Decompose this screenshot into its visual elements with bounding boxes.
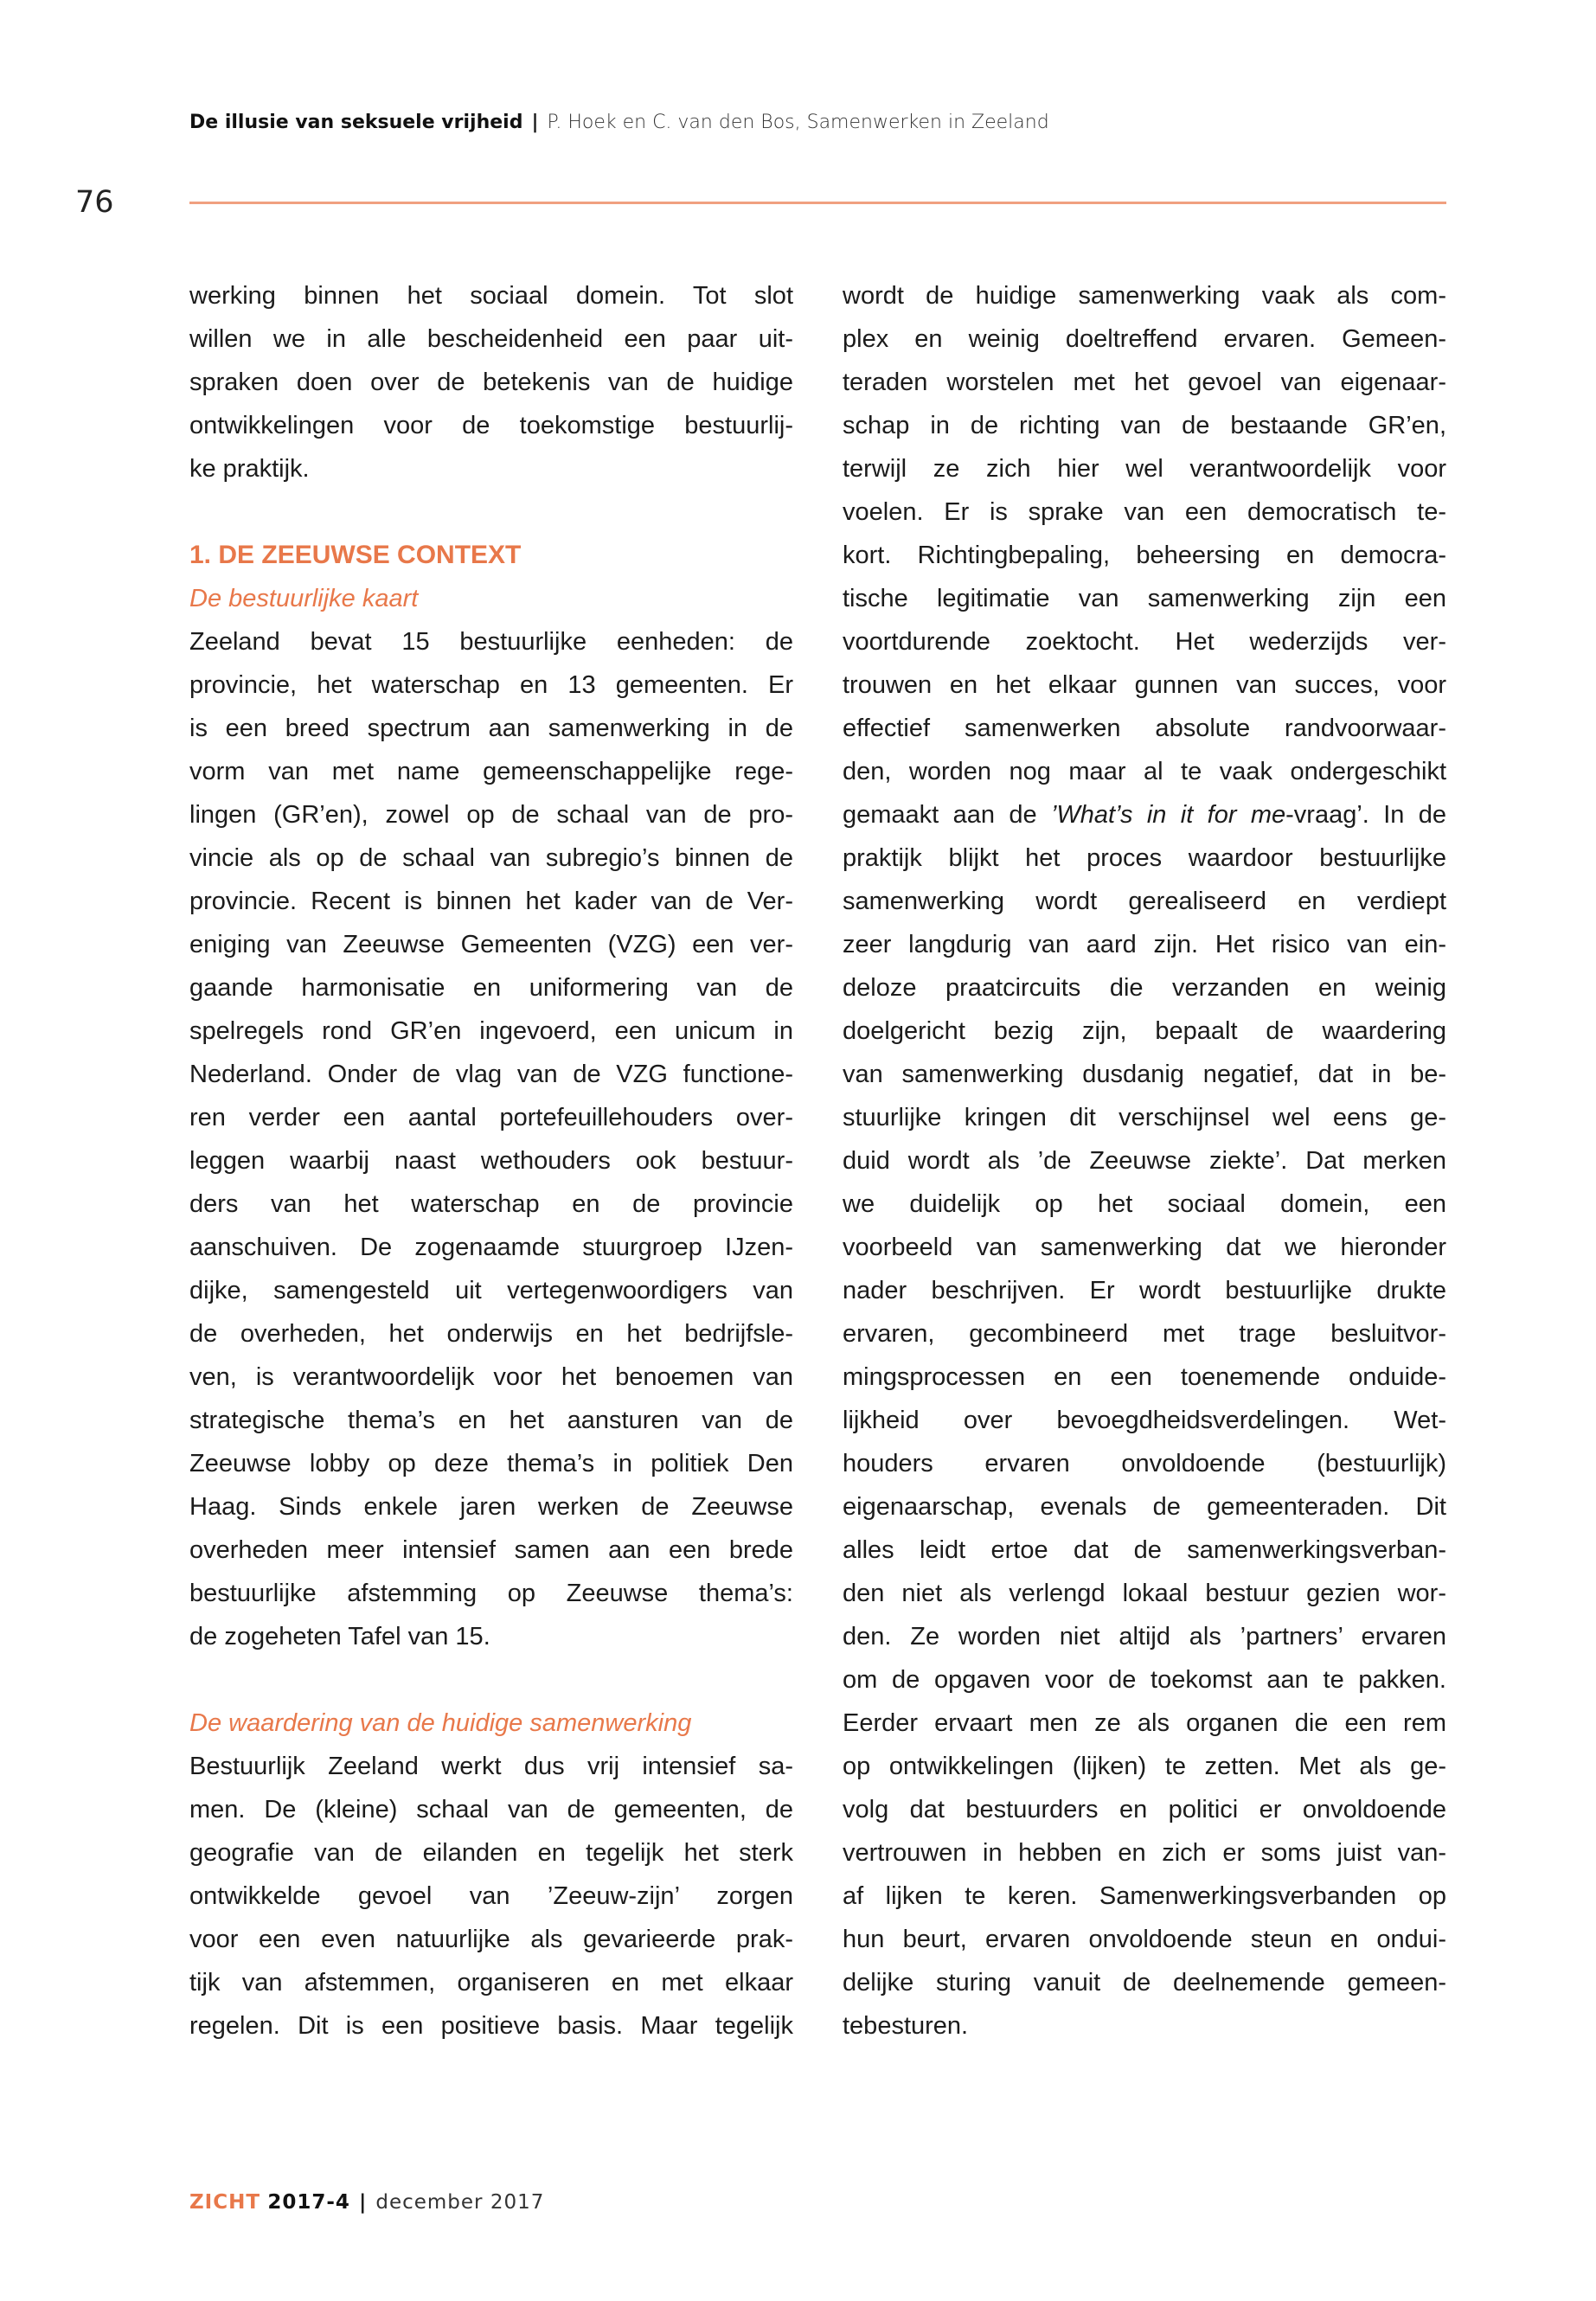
text-line: den. Ze worden niet altijd als ’partners’ ervaren — [843, 1623, 1446, 1650]
text-line: voorbeeld van samenwerking dat we hieronder — [843, 1234, 1446, 1261]
text-line: Zeeland bevat 15 bestuurlijke eenheden: de — [189, 628, 793, 656]
text-line: tebesturen. — [843, 2012, 969, 2040]
text-line: strategische thema’s en het aansturen van de — [189, 1407, 793, 1434]
text-line: Haag. Sinds enkele jaren werken de Zeeuwse — [189, 1493, 793, 1521]
text-line: leggen waarbij naast wethouders ook bestuur- — [189, 1147, 793, 1175]
text-column-left — [189, 274, 793, 2048]
text-line: vertrouwen in hebben en zich er soms juist van- — [843, 1839, 1446, 1867]
text-line: provincie, het waterschap en 13 gemeenten. Er — [189, 671, 793, 699]
text-line: terwijl ze zich hier wel verantwoordelijk voor — [843, 455, 1446, 483]
text-line: doelgericht bezig zijn, bepaalt de waardering — [843, 1017, 1446, 1045]
text-line: den, worden nog maar al te vaak ondergeschikt — [843, 758, 1446, 785]
paragraph-gap — [189, 490, 793, 534]
text-line: op ontwikkelingen (lijken) te zetten. Met als ge- — [843, 1753, 1446, 1780]
text-line: effectief samenwerken absolute randvoorwaar- — [843, 715, 1446, 742]
text-line: de zogeheten Tafel van 15. — [189, 1623, 490, 1650]
text-line: duid wordt als ’de Zeeuwse ziekte’. Dat merken — [843, 1147, 1446, 1175]
text-line: voortdurende zoektocht. Het wederzijds ver- — [843, 628, 1446, 656]
text-line: men. De (kleine) schaal van de gemeenten, de — [189, 1796, 793, 1823]
page-number: 76 — [75, 185, 114, 220]
text-line: ontwikkelingen voor de toekomstige bestuurlij- — [189, 412, 793, 439]
issue-date: december 2017 — [375, 2191, 545, 2214]
text-line: willen we in alle bescheidenheid een paar uit- — [189, 325, 793, 353]
text-line: spelregels rond GR’en ingevoerd, een unicum in — [189, 1017, 793, 1045]
text-line: trouwen en het elkaar gunnen van succes, voor — [843, 671, 1446, 699]
italic-phrase: ’What’s in it for me — [1050, 801, 1286, 829]
text-line: we duidelijk op het sociaal domein, een — [843, 1190, 1446, 1218]
text-line: ontwikkelde gevoel van ’Zeeuw-zijn’ zorgen — [189, 1882, 793, 1910]
text-line: werking binnen het sociaal domein. Tot slot — [189, 282, 793, 310]
journal-issue: 2017-4 — [267, 2191, 350, 2214]
text-column-right — [843, 274, 1446, 2048]
section-heading: 1. DE ZEEUWSE CONTEXT — [189, 541, 522, 569]
text-line: vincie als op de schaal van subregio’s binnen de — [189, 844, 793, 872]
text-line: eniging van Zeeuwse Gemeenten (VZG) een ver- — [189, 931, 793, 958]
text-line: gaande harmonisatie en uniformering van de — [189, 974, 793, 1002]
running-header — [189, 112, 1049, 133]
text-line: kort. Richtingbepaling, beheersing en democra- — [843, 542, 1446, 569]
header-separator: | — [531, 112, 539, 133]
text-line: ders van het waterschap en de provincie — [189, 1190, 793, 1218]
article-series-title: De illusie van seksuele vrijheid — [189, 112, 523, 133]
text-line: Eerder ervaart men ze als organen die een rem — [843, 1709, 1446, 1737]
page-footer — [189, 2191, 544, 2214]
text-line: Zeeuwse lobby op deze thema’s in politiek Den — [189, 1450, 793, 1477]
text-line: aanschuiven. De zogenaamde stuurgroep IJzen- — [189, 1234, 793, 1261]
text-line: ke praktijk. — [189, 455, 310, 483]
text-line: voor een even natuurlijke als gevarieerde prak- — [189, 1926, 793, 1953]
text-line: volg dat bestuurders en politici er onvoldoende — [843, 1796, 1446, 1823]
text-line: regelen. Dit is een positieve basis. Maar tegelijk — [189, 2012, 793, 2040]
text-line: teraden worstelen met het gevoel van eigenaar- — [843, 369, 1446, 396]
text-line: de overheden, het onderwijs en het bedrijfsle- — [189, 1320, 793, 1348]
text-line: houders ervaren onvoldoende (bestuurlijk) — [843, 1450, 1446, 1477]
text-line: lijkheid over bevoegdheidsverdelingen. Wet- — [843, 1407, 1446, 1434]
paragraph-gap — [189, 1658, 793, 1702]
text-line: af lijken te keren. Samenwerkingsverbanden op — [843, 1882, 1446, 1910]
text-line: ervaren, gecombineerd met trage besluitvor- — [843, 1320, 1446, 1348]
text-line: spraken doen over de betekenis van de huidige — [189, 369, 793, 396]
article-authors-title: P. Hoek en C. van den Bos, Samenwerken in Zeeland — [547, 112, 1049, 133]
subsection-heading: De waardering van de huidige samenwerking — [189, 1709, 692, 1737]
text-line: tijk van afstemmen, organiseren en met elkaar — [189, 1969, 793, 1997]
text-line: lingen (GR’en), zowel op de schaal van de pro- — [189, 801, 793, 829]
text-line: alles leidt ertoe dat de samenwerkingsverban- — [843, 1536, 1446, 1564]
subsection-heading: De bestuurlijke kaart — [189, 585, 419, 612]
footer-separator: | — [358, 2191, 368, 2214]
text-line: bestuurlijke afstemming op Zeeuwse thema’s: — [189, 1580, 793, 1607]
text-line: provincie. Recent is binnen het kader van de Ver- — [189, 888, 793, 915]
text-line: delijke sturing vanuit de deelnemende gemeen- — [843, 1969, 1446, 1997]
text-line: schap in de richting van de bestaande GR’en, — [843, 412, 1446, 439]
text-line: den niet als verlengd lokaal bestuur gezien wor- — [843, 1580, 1446, 1607]
text-line: dijke, samengesteld uit vertegenwoordigers van — [189, 1277, 793, 1304]
text-line: Nederland. Onder de vlag van de VZG functione- — [189, 1061, 793, 1088]
text-line: mingsprocessen en een toenemende onduide- — [843, 1363, 1446, 1391]
text-line — [843, 793, 1446, 836]
text-line: ren verder een aantal portefeuillehouders over- — [189, 1104, 793, 1131]
text-line: praktijk blijkt het proces waardoor bestuurlijke — [843, 844, 1446, 872]
header-rule — [189, 202, 1446, 204]
text-line: samenwerking wordt gerealiseerd en verdiept — [843, 888, 1446, 915]
text-line: stuurlijke kringen dit verschijnsel wel eens ge- — [843, 1104, 1446, 1131]
text-line: voelen. Er is sprake van een democratisch te- — [843, 498, 1446, 526]
text-line: hun beurt, ervaren onvoldoende steun en ondui- — [843, 1926, 1446, 1953]
text-segment: -vraag’. In de — [1285, 801, 1446, 829]
text-line: overheden meer intensief samen aan een brede — [189, 1536, 793, 1564]
text-line: geografie van de eilanden en tegelijk het sterk — [189, 1839, 793, 1867]
text-line: nader beschrijven. Er wordt bestuurlijke drukte — [843, 1277, 1446, 1304]
text-line: wordt de huidige samenwerking vaak als com- — [843, 282, 1446, 310]
text-line: deloze praatcircuits die verzanden en weinig — [843, 974, 1446, 1002]
text-line: eigenaarschap, evenals de gemeenteraden. Dit — [843, 1493, 1446, 1521]
text-line: van samenwerking dusdanig negatief, dat in be- — [843, 1061, 1446, 1088]
text-segment: gemaakt aan de — [843, 801, 1051, 829]
text-line: om de opgaven voor de toekomst aan te pakken. — [843, 1666, 1446, 1694]
text-line: tische legitimatie van samenwerking zijn een — [843, 585, 1446, 612]
text-line: vorm van met name gemeenschappelijke rege- — [189, 758, 793, 785]
text-line: plex en weinig doeltreffend ervaren. Gemeen- — [843, 325, 1446, 353]
text-line: is een breed spectrum aan samenwerking in de — [189, 715, 793, 742]
text-line: ven, is verantwoordelijk voor het benoemen van — [189, 1363, 793, 1391]
text-line: Bestuurlijk Zeeland werkt dus vrij intensief sa- — [189, 1753, 793, 1780]
text-line: zeer langdurig van aard zijn. Het risico van ein- — [843, 931, 1446, 958]
journal-brand: ZICHT — [189, 2191, 261, 2214]
